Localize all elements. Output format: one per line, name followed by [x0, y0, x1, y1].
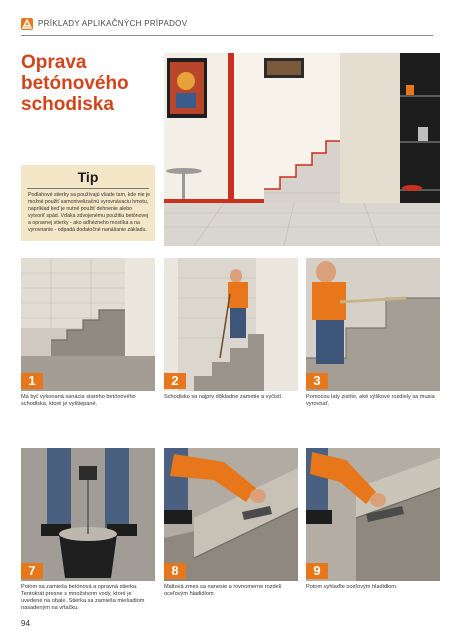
step-9-number: 9: [306, 563, 328, 579]
step-7-number: 7: [21, 563, 43, 579]
logo-icon: [21, 18, 33, 30]
step-1-number: 1: [21, 373, 43, 389]
step-3-number: 3: [306, 373, 328, 389]
article-title: Oprava betónového schodiska: [21, 52, 129, 115]
tip-divider: [27, 188, 149, 189]
page-header: [21, 15, 433, 37]
step-2-photo: [164, 258, 298, 391]
header-divider: [21, 35, 433, 36]
step-2-caption: Schodisko sa najprv dôkladne zametie a vyčistí.: [164, 394, 283, 400]
step-9-caption: Potom vyhlaďte oceľovým hladidlom.: [306, 584, 398, 590]
step-7-caption: Potom sa zamieša betónová a opravná stierka. Tentokrát presne s množstvom vody, ktoré je uvedené na obale. Stierka sa zamieša miešadlom nasadeným na vŕtačku.: [21, 584, 145, 611]
tip-title: Tip: [77, 169, 99, 185]
step-3-caption: Pomocou laty zistíte, aké výškové rozdiely sa musia vyrovnať.: [306, 394, 435, 407]
step-1-photo: [21, 258, 155, 391]
tip-text: Podlahové stierky sa používajú všade tam, kde nie je možné použiť samonivelizačnú vyrovnávaciu hmotu, napríklad keď je nutné použiť dehnenie alebo vytvoriť spád. Vďaka zdvojenému použitiu betónovej a opravnej stierky - ako adhézneho mostíka a na vyrovnanie - odpadá dodatočné nanášanie základu.: [28, 192, 150, 233]
hero-photo-staircase-interior: [164, 53, 440, 246]
step-2-number: 2: [164, 373, 186, 389]
step-7-photo: [21, 448, 155, 581]
step-8-photo: [164, 448, 298, 581]
step-1-caption: Má byť vykonaná sanácia starého betónového schodiska, ktoré je vyštiepané.: [21, 394, 136, 407]
section-title: PRÍKLADY APLIKAČNÝCH PRÍPADOV: [38, 19, 188, 28]
step-3-photo: [306, 258, 440, 391]
step-8-caption: Maltová zmes sa nanesie a rovnomerne rozdelí oceľovým hladidlom.: [164, 584, 282, 597]
page-number: 94: [21, 619, 30, 628]
tip-box: [21, 165, 155, 241]
step-9-photo: [306, 448, 440, 581]
step-8-number: 8: [164, 563, 186, 579]
